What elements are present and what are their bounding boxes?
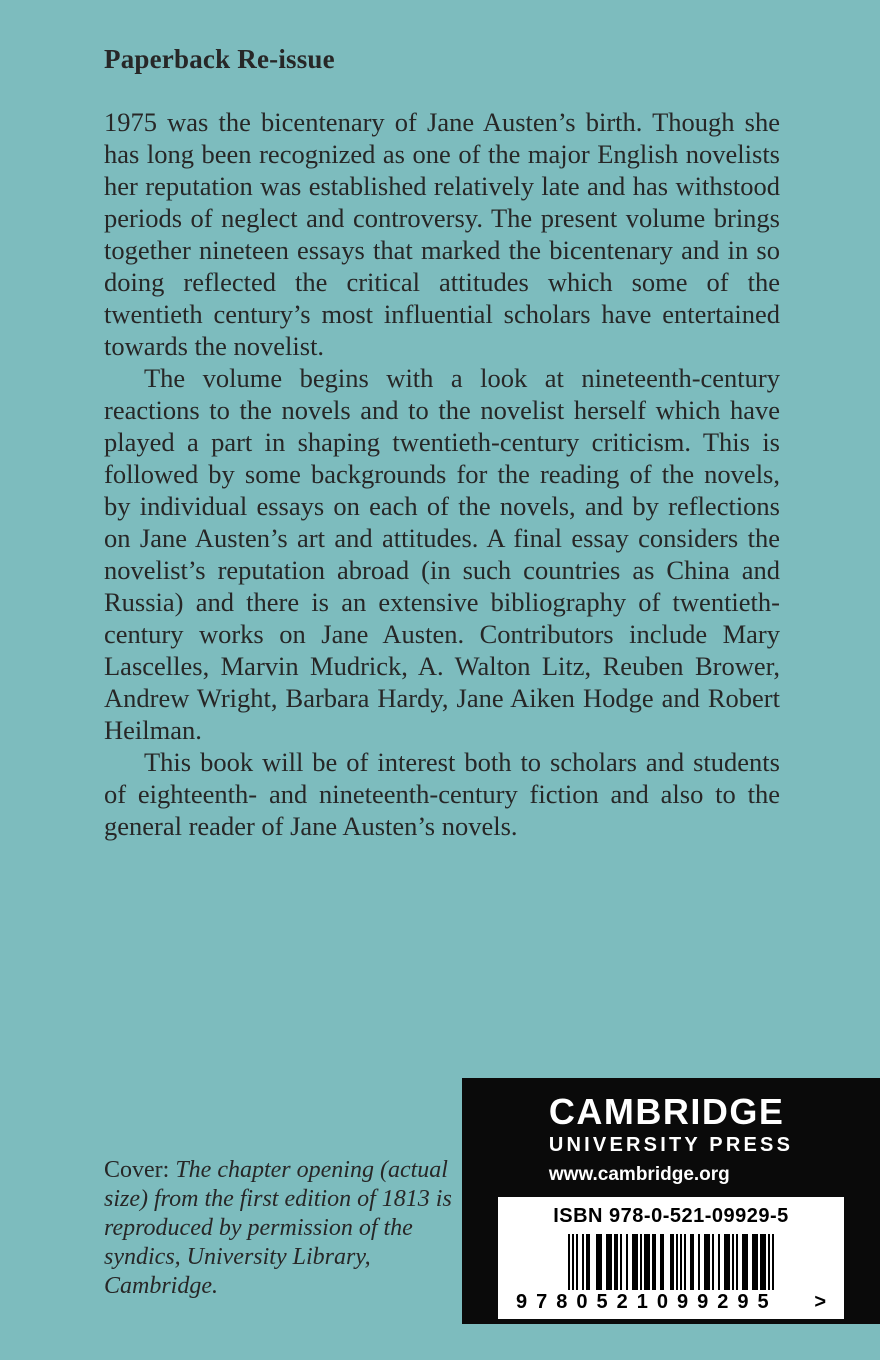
- barcode-suffix: >: [814, 1290, 826, 1313]
- publisher-name: CAMBRIDGE: [548, 1091, 785, 1132]
- edition-heading: Paperback Re-issue: [104, 44, 335, 74]
- blurb: [104, 106, 780, 842]
- publisher-panel: [462, 1078, 880, 1324]
- publisher-logo: [549, 1093, 793, 1186]
- barcode-digits: 9780521099295: [516, 1290, 778, 1313]
- barcode-digits-row: [508, 1291, 834, 1314]
- cover-credit: [104, 1156, 452, 1301]
- cover-credit-label: Cover:: [104, 1157, 170, 1183]
- cover-credit-text: The chapter opening (actual size) from the first edition of 1813 is reproduced by permission of the syndics, University Library, Cambridge.: [104, 1157, 452, 1299]
- isbn-label: ISBN 978-0-521-09929-5: [553, 1204, 789, 1227]
- blurb-paragraph: 1975 was the bicentenary of Jane Austen’s birth. Though she has long been recognized as one of the major English novelists her reputation was established relatively late and has withstood periods of neglect and controversy. The present volume brings together nineteen essays that marked the bicentenary and in so doing reflected the critical attitudes which some of the twentieth century’s most influential scholars have entertained towards the novelist.: [104, 107, 780, 361]
- blurb-paragraph: This book will be of interest both to scholars and students of eighteenth- and nineteenth-century fiction and also to the general reader of Jane Austen’s novels.: [104, 747, 780, 841]
- blurb-paragraph: The volume begins with a look at nineteenth-century reactions to the novels and to the novelist herself which have played a part in shaping twentieth-century criticism. This is followed by some backgrounds for the reading of the novels, by individual essays on each of the novels, and by reflections on Jane Austen’s art and attitudes. A final essay considers the novelist’s reputation abroad (in such countries as China and Russia) and there is an extensive bibliography of twentieth-century works on Jane Austen. Contributors include Mary Lascelles, Marvin Mudrick, A. Walton Litz, Reuben Brower, Andrew Wright, Barbara Hardy, Jane Aiken Hodge and Robert Heilman.: [104, 363, 780, 745]
- isbn-panel: [498, 1197, 844, 1319]
- publisher-subtitle: UNIVERSITY PRESS: [548, 1133, 794, 1156]
- barcode-bars: [508, 1234, 834, 1290]
- publisher-website: www.cambridge.org: [548, 1163, 730, 1185]
